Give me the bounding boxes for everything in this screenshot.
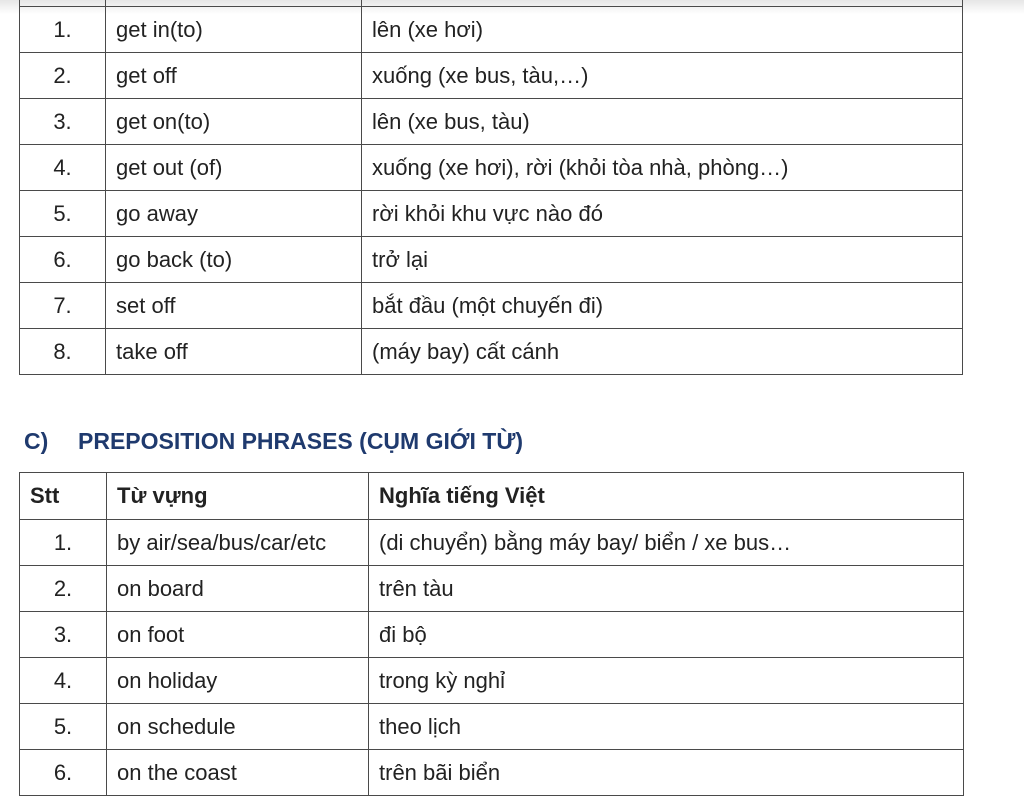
vocab-meaning: lên (xe hơi) (362, 7, 963, 53)
vocab-term: set off (106, 283, 362, 329)
vocab-meaning: theo lịch (369, 704, 964, 750)
vocab-meaning: lên (xe bus, tàu) (362, 99, 963, 145)
vocab-meaning: (máy bay) cất cánh (362, 329, 963, 375)
table-row (20, 237, 963, 283)
section-label: C) (24, 428, 49, 454)
vocab-meaning: rời khỏi khu vực nào đó (362, 191, 963, 237)
column-header-meaning: Nghĩa tiếng Việt (369, 473, 964, 520)
vocab-meaning: xuống (xe hơi), rời (khỏi tòa nhà, phòng…) (362, 145, 963, 191)
table-header-row (20, 473, 964, 520)
row-number: 5. (20, 704, 107, 750)
vocab-meaning: (di chuyển) bằng máy bay/ biển / xe bus… (369, 520, 964, 566)
row-number: 3. (20, 612, 107, 658)
table-row (20, 7, 963, 53)
table-row (20, 329, 963, 375)
vocab-term: get on(to) (106, 99, 362, 145)
table-row (20, 145, 963, 191)
vocab-term: get out (of) (106, 145, 362, 191)
row-number: 3. (20, 99, 106, 145)
vocab-term: take off (106, 329, 362, 375)
row-number: 2. (20, 53, 106, 99)
table-row (20, 191, 963, 237)
column-header-term: Từ vựng (107, 473, 369, 520)
row-number: 7. (20, 283, 106, 329)
table-row (20, 283, 963, 329)
vocab-meaning: đi bộ (369, 612, 964, 658)
row-number: 6. (20, 237, 106, 283)
vocab-meaning: trên bãi biển (369, 750, 964, 796)
row-number: 1. (20, 520, 107, 566)
table-row (20, 520, 964, 566)
section-title-text: PREPOSITION PHRASES (CỤM GIỚI TỪ) (78, 428, 524, 454)
vocab-term: on schedule (107, 704, 369, 750)
column-header-stt: Stt (20, 473, 107, 520)
row-number: 6. (20, 750, 107, 796)
table-row (20, 99, 963, 145)
vocab-term: get off (106, 53, 362, 99)
vocab-term: get in(to) (106, 7, 362, 53)
table-row (20, 612, 964, 658)
table-row (20, 53, 963, 99)
section-heading (24, 428, 523, 455)
table-row (20, 566, 964, 612)
vocab-term: on holiday (107, 658, 369, 704)
preposition-phrases-table (19, 472, 964, 796)
row-number: 4. (20, 145, 106, 191)
vocab-term: on foot (107, 612, 369, 658)
row-number: 4. (20, 658, 107, 704)
row-number: 5. (20, 191, 106, 237)
table-row (20, 658, 964, 704)
vocab-meaning: bắt đầu (một chuyến đi) (362, 283, 963, 329)
row-number: 8. (20, 329, 106, 375)
vocab-meaning: trong kỳ nghỉ (369, 658, 964, 704)
vocab-term: by air/sea/bus/car/etc (107, 520, 369, 566)
vocab-term: on board (107, 566, 369, 612)
vocab-term: on the coast (107, 750, 369, 796)
table-row (20, 704, 964, 750)
vocab-meaning: trên tàu (369, 566, 964, 612)
vocab-meaning: trở lại (362, 237, 963, 283)
vocab-term: go back (to) (106, 237, 362, 283)
vocab-meaning: xuống (xe bus, tàu,…) (362, 53, 963, 99)
row-number: 2. (20, 566, 107, 612)
vocab-term: go away (106, 191, 362, 237)
phrasal-verbs-table (19, 0, 963, 375)
table-row (20, 750, 964, 796)
row-number: 1. (20, 7, 106, 53)
